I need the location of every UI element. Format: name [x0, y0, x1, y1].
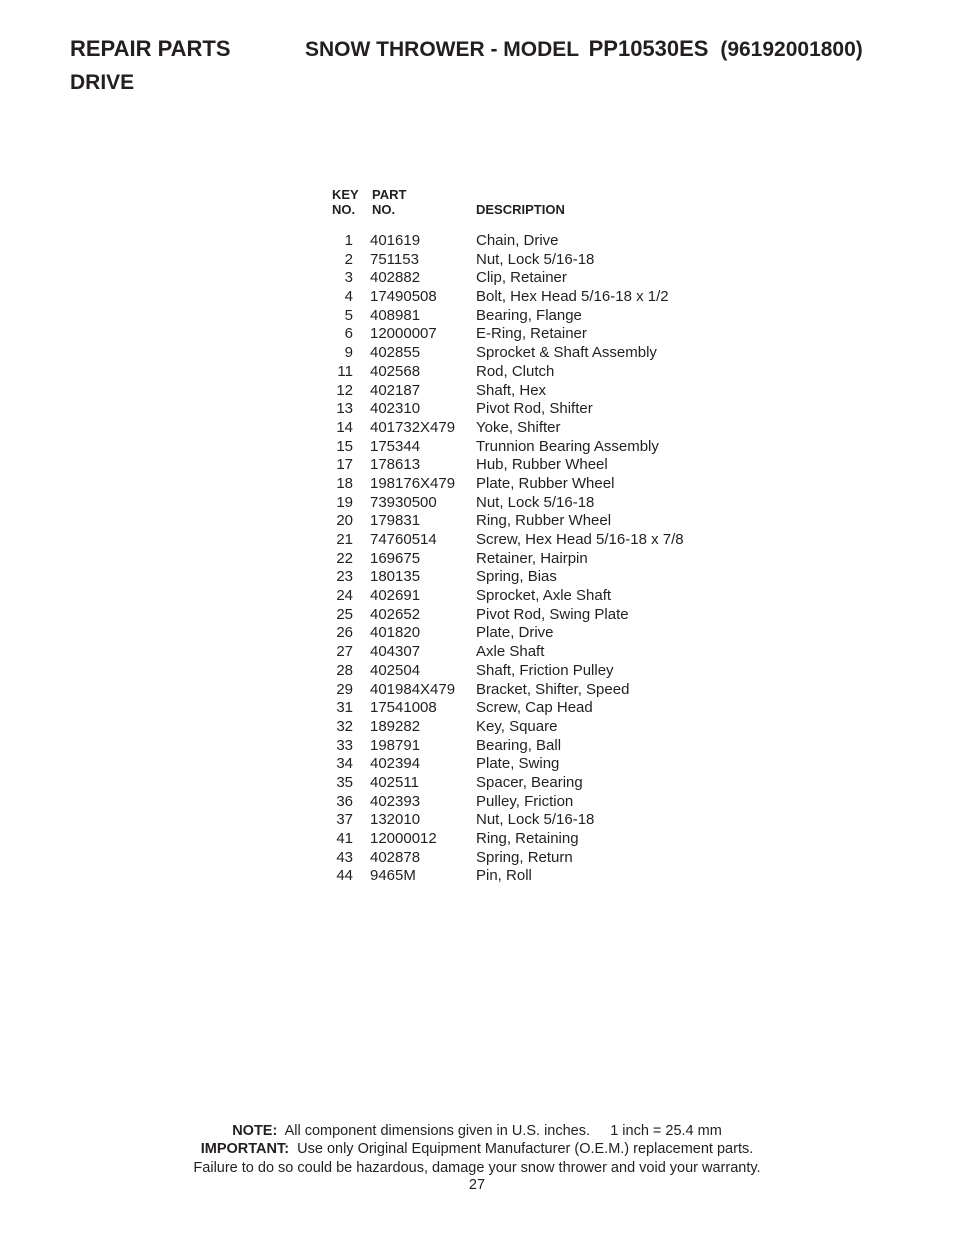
part-no-cell: 74760514 — [370, 531, 437, 548]
description-cell: Axle Shaft — [476, 643, 545, 661]
part-no-cell: 169675 — [370, 549, 421, 567]
table-row — [330, 531, 750, 550]
table-row — [330, 737, 750, 756]
key-no-cell: 35 — [336, 773, 353, 791]
product-title: SNOW THROWER - MODEL — [305, 38, 579, 61]
table-row — [330, 251, 750, 270]
description-cell: Trunnion Bearing Assembly — [476, 437, 659, 455]
table-row — [330, 587, 750, 606]
table-row — [330, 494, 750, 513]
table-row — [330, 232, 750, 251]
part-no-cell: 402511 — [370, 773, 419, 791]
description-cell: Bearing, Flange — [476, 306, 582, 324]
description-cell: Bracket, Shifter, Speed — [476, 680, 630, 698]
description-cell: Plate, Swing — [476, 755, 560, 773]
key-no-cell: 25 — [336, 605, 353, 623]
key-no-cell: 32 — [336, 717, 353, 735]
part-no-cell: 402393 — [370, 792, 421, 810]
description-cell: Sprocket, Axle Shaft — [476, 587, 612, 605]
description-cell: Nut, Lock 5/16-18 — [476, 250, 595, 268]
key-no-cell: 18 — [336, 474, 353, 492]
description-cell: Chain, Drive — [476, 232, 559, 249]
table-row — [330, 849, 750, 868]
key-no-cell: 26 — [336, 624, 353, 642]
page-number: 27 — [468, 1177, 486, 1193]
key-no-cell: 23 — [336, 568, 353, 586]
note-text: All component dimensions given in U.S. inches. — [284, 1123, 591, 1139]
key-no-cell: 9 — [344, 344, 353, 362]
key-no-cell: 2 — [344, 250, 353, 268]
table-row — [330, 830, 750, 849]
description-cell: Ring, Rubber Wheel — [476, 512, 612, 530]
description-cell: E-Ring, Retainer — [476, 325, 587, 343]
key-no-cell: 5 — [344, 306, 353, 324]
part-no-cell: 178613 — [370, 456, 421, 474]
product-model-heading — [305, 36, 863, 62]
table-row — [330, 643, 750, 662]
description-cell: Nut, Lock 5/16-18 — [476, 493, 595, 511]
conversion-text: 1 inch = 25.4 mm — [610, 1123, 722, 1139]
key-no-cell: 3 — [344, 269, 353, 287]
key-no-cell: 1 — [344, 232, 353, 249]
part-no-cell: 9465M — [370, 867, 416, 885]
description-cell: Shaft, Friction Pulley — [476, 661, 614, 679]
description-cell: Pin, Roll — [476, 867, 532, 885]
description-cell: Pivot Rod, Shifter — [476, 400, 593, 418]
key-no-cell: 20 — [336, 512, 353, 530]
repair-parts-heading: REPAIR PARTS — [70, 36, 231, 61]
part-no-cell: 402394 — [370, 755, 421, 773]
table-row — [330, 811, 750, 830]
part-no-cell: 175344 — [370, 437, 421, 455]
key-no-cell: 6 — [344, 325, 353, 343]
table-row — [330, 681, 750, 700]
table-row — [330, 512, 750, 531]
key-no-cell: 4 — [344, 288, 353, 306]
description-cell: Key, Square — [476, 717, 558, 735]
key-no-cell: 12 — [336, 381, 353, 399]
key-no-cell: 27 — [336, 643, 353, 661]
description-cell: Spring, Bias — [476, 568, 557, 586]
footer-notes — [0, 1122, 954, 1177]
part-no-cell: 12000012 — [370, 830, 437, 847]
description-cell: Pivot Rod, Swing Plate — [476, 605, 629, 623]
description-cell: Screw, Cap Head — [476, 699, 593, 717]
table-row — [330, 325, 750, 344]
key-no-cell: 13 — [336, 400, 353, 418]
description-cell: Pulley, Friction — [476, 792, 574, 810]
part-header-line1: PART — [372, 187, 407, 202]
key-no-cell: 22 — [336, 549, 353, 567]
part-no-cell: 402878 — [370, 848, 421, 866]
part-no-cell: 402882 — [370, 269, 421, 287]
important-text: Use only Original Equipment Manufacturer (O.E.M.) replacement parts. — [297, 1141, 754, 1158]
part-no-cell: 401619 — [370, 232, 421, 249]
part-no-cell: 402652 — [370, 605, 421, 623]
table-row — [330, 662, 750, 681]
key-header-line2: NO. — [332, 202, 356, 217]
description-cell: Clip, Retainer — [476, 269, 567, 287]
key-no-cell: 28 — [336, 661, 353, 679]
key-no-cell: 14 — [336, 418, 353, 436]
table-row — [330, 400, 750, 419]
table-row — [330, 269, 750, 288]
key-no-column-header — [332, 187, 359, 217]
part-no-cell: 401820 — [370, 624, 421, 642]
part-no-cell: 132010 — [370, 811, 421, 829]
key-no-cell: 17 — [336, 456, 353, 474]
table-row — [330, 382, 750, 401]
table-row — [330, 363, 750, 382]
table-row — [330, 624, 750, 643]
part-no-cell: 180135 — [370, 568, 421, 586]
key-no-cell: 37 — [336, 811, 353, 829]
description-cell: Retainer, Hairpin — [476, 549, 588, 567]
table-row — [330, 288, 750, 307]
description-cell: Ring, Retaining — [476, 830, 579, 847]
part-header-line2: NO. — [372, 202, 396, 217]
part-no-cell: 189282 — [370, 717, 421, 735]
key-no-cell: 15 — [336, 437, 353, 455]
table-row — [330, 475, 750, 494]
description-cell: Plate, Drive — [476, 624, 554, 642]
description-cell: Yoke, Shifter — [476, 418, 561, 436]
key-no-cell: 43 — [336, 848, 353, 866]
key-no-cell: 21 — [336, 531, 353, 548]
model-number: PP10530ES — [588, 36, 709, 61]
table-row — [330, 419, 750, 438]
key-no-cell: 11 — [337, 362, 353, 380]
description-cell: Bolt, Hex Head 5/16-18 x 1/2 — [476, 288, 669, 306]
description-cell: Spring, Return — [476, 848, 573, 866]
part-no-cell: 408981 — [370, 306, 421, 324]
description-cell: Hub, Rubber Wheel — [476, 456, 608, 474]
key-no-cell: 31 — [336, 699, 353, 717]
description-cell: Shaft, Hex — [476, 381, 547, 399]
part-no-column-header — [372, 187, 406, 217]
table-row — [330, 307, 750, 326]
important-line — [0, 1140, 954, 1158]
table-row — [330, 568, 750, 587]
description-cell: Spacer, Bearing — [476, 773, 583, 791]
table-row — [330, 438, 750, 457]
table-row — [330, 344, 750, 363]
key-no-cell: 41 — [336, 830, 353, 847]
key-header-line1: KEY — [332, 187, 359, 202]
key-no-cell: 29 — [336, 680, 353, 698]
description-cell: Plate, Rubber Wheel — [476, 474, 615, 492]
part-no-cell: 402187 — [370, 381, 421, 399]
table-row — [330, 867, 750, 886]
description-cell: Screw, Hex Head 5/16-18 x 7/8 — [476, 531, 684, 548]
key-no-cell: 19 — [336, 493, 353, 511]
part-no-cell: 198176X479 — [370, 474, 456, 492]
key-no-cell: 33 — [336, 736, 353, 754]
table-row — [330, 456, 750, 475]
description-cell: Bearing, Ball — [476, 736, 562, 754]
note-line — [0, 1122, 954, 1140]
description-cell: Sprocket & Shaft Assembly — [476, 344, 657, 362]
warning-line: Failure to do so could be hazardous, damage your snow thrower and void your warranty. — [193, 1159, 761, 1176]
section-title: DRIVE — [70, 71, 135, 94]
part-no-cell: 751153 — [370, 250, 419, 268]
part-no-cell: 73930500 — [370, 493, 437, 511]
key-no-cell: 24 — [336, 587, 353, 605]
part-no-cell: 401732X479 — [370, 418, 456, 436]
part-no-cell: 402310 — [370, 400, 421, 418]
part-no-cell: 404307 — [370, 643, 421, 661]
description-column-header: DESCRIPTION — [476, 202, 565, 217]
part-no-cell: 402504 — [370, 661, 421, 679]
serial-code: (96192001800) — [720, 38, 863, 61]
part-no-cell: 402855 — [370, 344, 421, 362]
important-label: IMPORTANT: — [200, 1141, 290, 1158]
description-cell: Nut, Lock 5/16-18 — [476, 811, 595, 829]
table-row — [330, 755, 750, 774]
part-no-cell: 17490508 — [370, 288, 437, 306]
table-row — [330, 550, 750, 569]
parts-list — [330, 232, 750, 886]
part-no-cell: 402568 — [370, 362, 421, 380]
key-no-cell: 36 — [336, 792, 353, 810]
key-no-cell: 44 — [336, 867, 353, 885]
key-no-cell: 34 — [336, 755, 353, 773]
part-no-cell: 17541008 — [370, 699, 437, 717]
part-no-cell: 198791 — [370, 736, 421, 754]
part-no-cell: 401984X479 — [370, 680, 456, 698]
table-row — [330, 606, 750, 625]
part-no-cell: 402691 — [370, 587, 421, 605]
table-row — [330, 699, 750, 718]
table-row — [330, 718, 750, 737]
table-row — [330, 793, 750, 812]
description-cell: Rod, Clutch — [476, 362, 555, 380]
part-no-cell: 12000007 — [370, 325, 437, 343]
part-no-cell: 179831 — [370, 512, 421, 530]
note-label: NOTE: — [232, 1123, 278, 1139]
table-row — [330, 774, 750, 793]
